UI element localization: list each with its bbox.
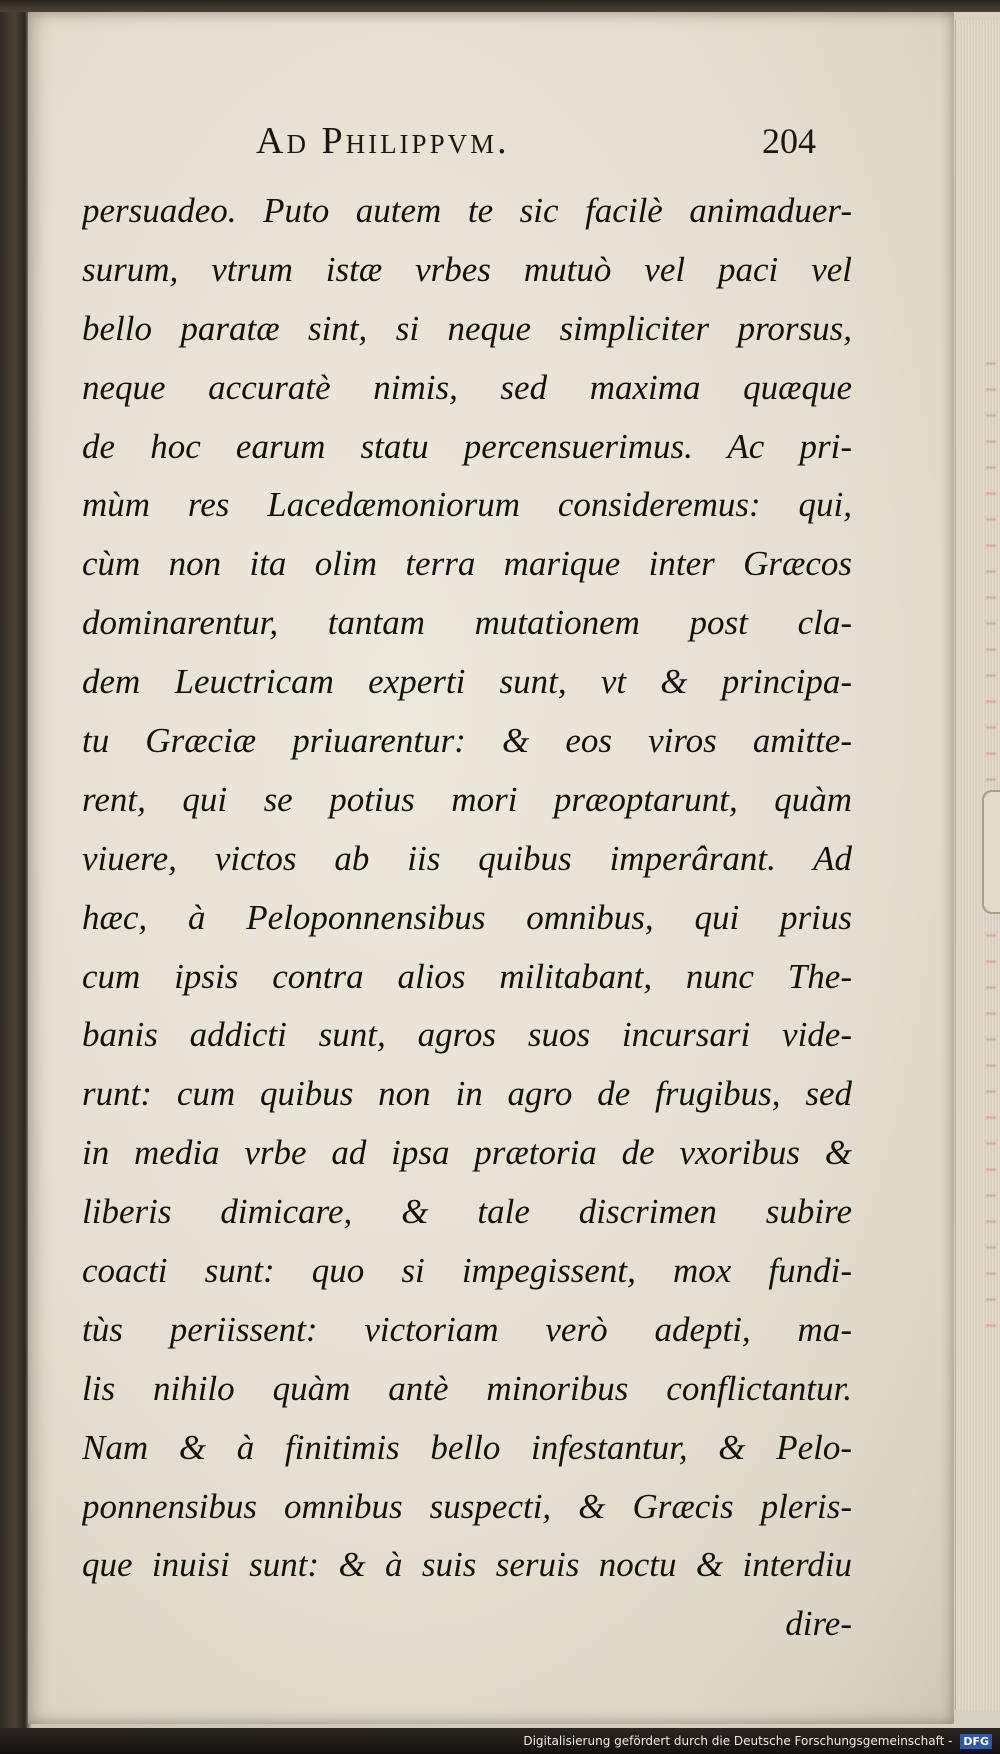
bottom-binding-edge (0, 1728, 1000, 1754)
text-line: lis nihilo quàm antè minoribus conflictantur. (82, 1368, 852, 1408)
text-line: viuere, victos ab iis quibus imperârant. Ad (82, 838, 852, 878)
text-line: persuadeo. Puto autem te sic facilè animaduer- (82, 191, 852, 230)
text-line: liberis dimicare, & tale discrimen subire (82, 1192, 852, 1232)
dfg-logo: DFG (960, 1734, 992, 1749)
text-line: tu Græciæ priuarentur: & eos viros amitte- (82, 721, 852, 761)
text-line: que inuisi sunt: & à suis seruis noctu & interdiu (82, 1545, 852, 1585)
text-line: coacti sunt: quo si impegissent, mox fundi- (82, 1251, 852, 1291)
text-line: surum, vtrum istæ vrbes mutuò vel paci vel (82, 249, 852, 289)
text-line: tùs periissent: victoriam verò adepti, ma- (82, 1309, 852, 1349)
text-line: cùm non ita olim terra marique inter Græcos (82, 544, 852, 584)
text-line: ponnensibus omnibus suspecti, & Græcis pleris- (82, 1486, 852, 1526)
text-line: de hoc earum statu percensuerimus. Ac pri- (82, 426, 852, 466)
text-line: dem Leuctricam experti sunt, vt & principa- (82, 662, 852, 702)
text-line: cum ipsis contra alios militabant, nunc The- (82, 956, 852, 996)
credit-text: Digitalisierung gefördert durch die Deutsche Forschungsgemeinschaft - (523, 1734, 953, 1748)
text-line: banis addicti sunt, agros suos incursari vide- (82, 1015, 852, 1055)
text-line: in media vrbe ad ipsa prætoria de vxoribus & (82, 1133, 852, 1173)
text-line: Nam & à finitimis bello infestantur, & Pelo- (82, 1427, 852, 1467)
text-line: mùm res Lacedæmoniorum consideremus: qui, (82, 485, 852, 525)
text-line: dire- (785, 1604, 852, 1644)
digitization-credit (523, 1731, 992, 1751)
body-text (82, 182, 852, 1654)
text-line: dominarentur, tantam mutationem post cla- (82, 603, 852, 643)
page-number: 204 (762, 121, 816, 161)
book-page (28, 12, 954, 1724)
text-line: runt: cum quibus non in agro de frugibus, sed (82, 1074, 852, 1114)
text-line: neque accuratè nimis, sed maxima quæque (82, 367, 852, 407)
top-binding-edge (0, 0, 1000, 12)
page-clip-tab (982, 790, 1000, 914)
text-line: rent, qui se potius mori præoptarunt, quàm (82, 779, 852, 819)
page-header (256, 118, 816, 164)
text-line: bello paratæ sint, si neque simpliciter prorsus, (82, 308, 852, 348)
text-line: hæc, à Peloponnensibus omnibus, qui prius (82, 897, 852, 937)
running-title: Ad Philippvm. (256, 120, 510, 162)
